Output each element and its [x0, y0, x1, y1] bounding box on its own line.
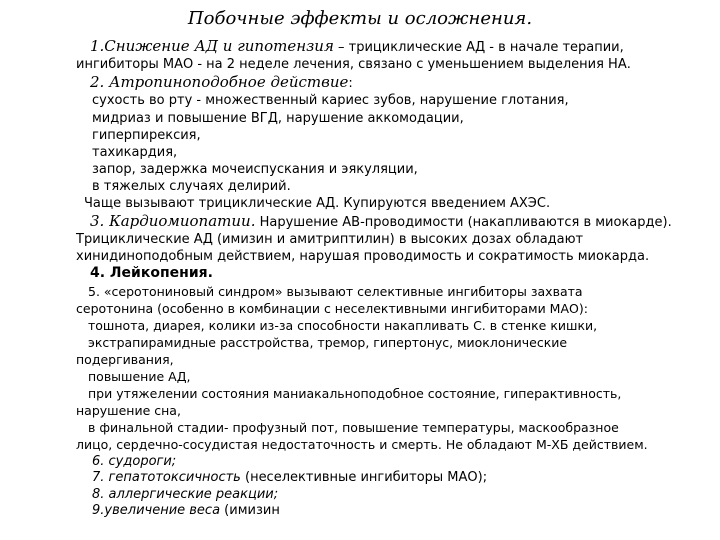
section-3-line-3: хинидиноподобным действием, нарушая проводимость и сократимость миокарда. [76, 249, 650, 264]
section-2-heading-line [90, 74, 353, 92]
section-5-line: серотонина (особенно в комбинации с неселективными ингибиторами МАО): [76, 301, 588, 316]
section-6-line: 6. судороги; [92, 454, 177, 469]
section-2-item: мидриаз и повышение ВГД, нарушение аккомодации, [92, 111, 464, 126]
section-2-colon: : [348, 76, 353, 91]
section-4-heading: 4. Лейкопения. [90, 265, 213, 281]
section-3-line-2: Трициклические АД (имизин и амитриптилин) в высоких дозах обладают [76, 232, 584, 247]
section-5-line: при утяжелении состояния маниакальноподобное состояние, гиперактивность, [88, 386, 622, 401]
section-2-heading: 2. Атропиноподобное действие [90, 73, 349, 91]
section-5-line: экстрапирамидные расстройства, тремор, гипертонус, миоклонические [88, 335, 568, 350]
section-3-line-1 [90, 213, 672, 231]
section-2-item: в тяжелых случаях делирий. [92, 179, 291, 194]
section-8-line: 8. аллергические реакции; [92, 487, 279, 502]
section-7-heading: 7. гепатотоксичность [92, 470, 241, 485]
section-9-text: (имизин [220, 503, 280, 518]
section-9-line [92, 503, 280, 519]
section-5-line: повышение АД, [88, 369, 191, 384]
section-1-line-2: ингибиторы МАО - на 2 неделе лечения, связано с уменьшением выделения НА. [76, 57, 631, 72]
slide-title: Побочные эффекты и осложнения. [187, 8, 533, 29]
section-2-note: Чаще вызывают трициклические АД. Купируются введением АХЭС. [84, 196, 551, 211]
section-9-heading: 9.увеличение веса [92, 503, 221, 518]
section-5-line: подергивания, [76, 352, 174, 367]
section-2-item: тахикардия, [92, 145, 178, 160]
section-1-separator: – [333, 40, 349, 55]
section-5-line: лицо, сердечно-сосудистая недостаточность и смерть. Не обладают М-ХБ действием. [76, 437, 648, 452]
section-5-line: тошнота, диарея, колики из-за способности накапливать С. в стенке кишки, [88, 318, 598, 333]
section-1-line-1 [90, 38, 624, 56]
section-2-item: запор, задержка мочеиспускания и эякуляции, [92, 162, 418, 177]
section-5-line: в финальной стадии- профузный пот, повышение температуры, маскообразное [88, 420, 619, 435]
section-3-heading: 3. Кардиомиопатии. [90, 212, 256, 230]
section-5-line: 5. «серотониновый синдром» вызывают селективные ингибиторы захвата [88, 284, 583, 299]
section-2-item: гиперпирексия, [92, 128, 201, 143]
section-1-heading: 1.Снижение АД и гипотензия [90, 37, 334, 55]
section-7-line [92, 470, 487, 486]
section-1-text-1: трициклические АД - в начале терапии, [348, 40, 624, 55]
section-7-text: (неселективные ингибиторы МАО); [240, 470, 488, 485]
section-3-text-1: Нарушение АВ-проводимости (накапливаются в миокарде). [255, 215, 672, 230]
section-5-line: нарушение сна, [76, 403, 181, 418]
section-2-item: сухость во рту - множественный кариес зубов, нарушение глотания, [92, 93, 569, 108]
